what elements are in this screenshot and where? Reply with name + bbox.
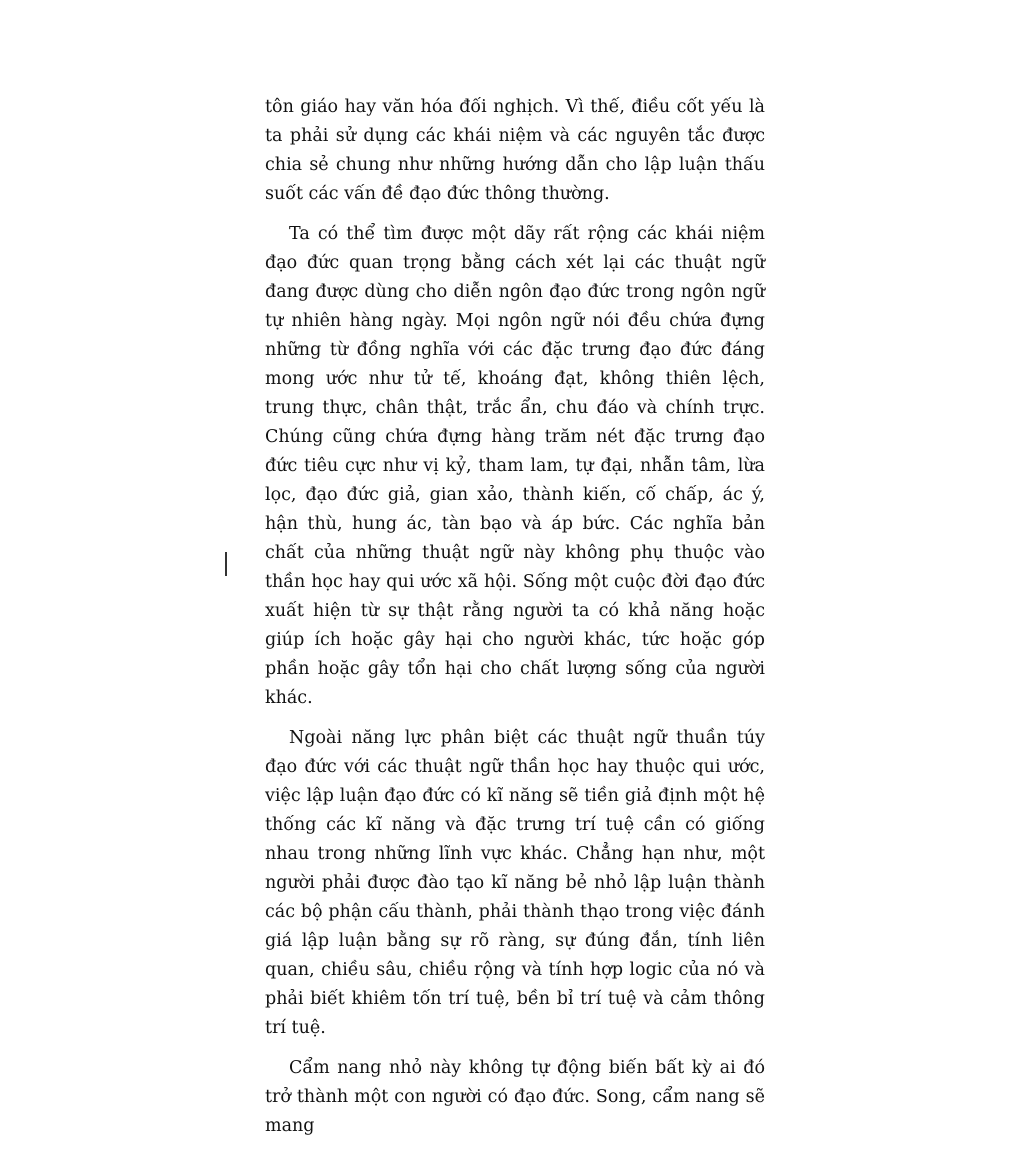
paragraph-2: Ta có thể tìm được một dãy rất rộng các khái niệm đạo đức quan trọng bằng cách xét lại các thuật ngữ đang được dùng cho diễn ngôn đạo đức trong ngôn ngữ tự nhiên hàng ngày. Mọi ngôn ngữ nói đều chứa đựng những từ đồng nghĩa với các đặc trưng đạo đức đáng mong ước như tử tế, khoáng đạt, không thiên lệch, trung thực, chân thật, trắc ẩn, chu đáo và chính trực. Chúng cũng chứa đựng hàng trăm nét đặc trưng đạo đức tiêu cực như vị kỷ, tham lam, tự đại, nhẫn tâm, lừa lọc, đạo đức giả, gian xảo, thành kiến, cố chấp, ác ý, hận thù, hung ác, tàn bạo và áp bức. Các nghĩa bản chất của những thuật ngữ này không phụ thuộc vào thần học hay qui ước xã hội. Sống một cuộc đời đạo đức xuất hiện từ sự thật rằng người ta có khả năng hoặc giúp ích hoặc gây hại cho người khác, tức hoặc góp phần hoặc gây tổn hại cho chất lượng sống của người khác. [265, 224, 765, 708]
margin-mark [225, 552, 227, 576]
paragraph-3: Ngoài năng lực phân biệt các thuật ngữ thuần túy đạo đức với các thuật ngữ thần học hay thuộc qui ước, việc lập luận đạo đức có kĩ năng sẽ tiền giả định một hệ thống các kĩ năng và đặc trưng trí tuệ cần có giống nhau trong những lĩnh vực khác. Chẳng hạn như, một người phải được đào tạo kĩ năng bẻ nhỏ lập luận thành các bộ phận cấu thành, phải thành thạo trong việc đánh giá lập luận bằng sự rõ ràng, sự đúng đắn, tính liên quan, chiều sâu, chiều rộng và tính hợp logic của nó và phải biết khiêm tốn trí tuệ, bền bỉ trí tuệ và cảm thông trí tuệ. [265, 728, 765, 1038]
paragraph-4: Cẩm nang nhỏ này không tự động biến bất kỳ ai đó trở thành một con người có đạo đức. Song, cẩm nang sẽ mang [265, 1058, 765, 1136]
body-text [265, 93, 765, 1152]
paragraph-1: tôn giáo hay văn hóa đối nghịch. Vì thế, điều cốt yếu là ta phải sử dụng các khái niệm và các nguyên tắc được chia sẻ chung như những hướng dẫn cho lập luận thấu suốt các vấn đề đạo đức thông thường. [265, 97, 765, 204]
